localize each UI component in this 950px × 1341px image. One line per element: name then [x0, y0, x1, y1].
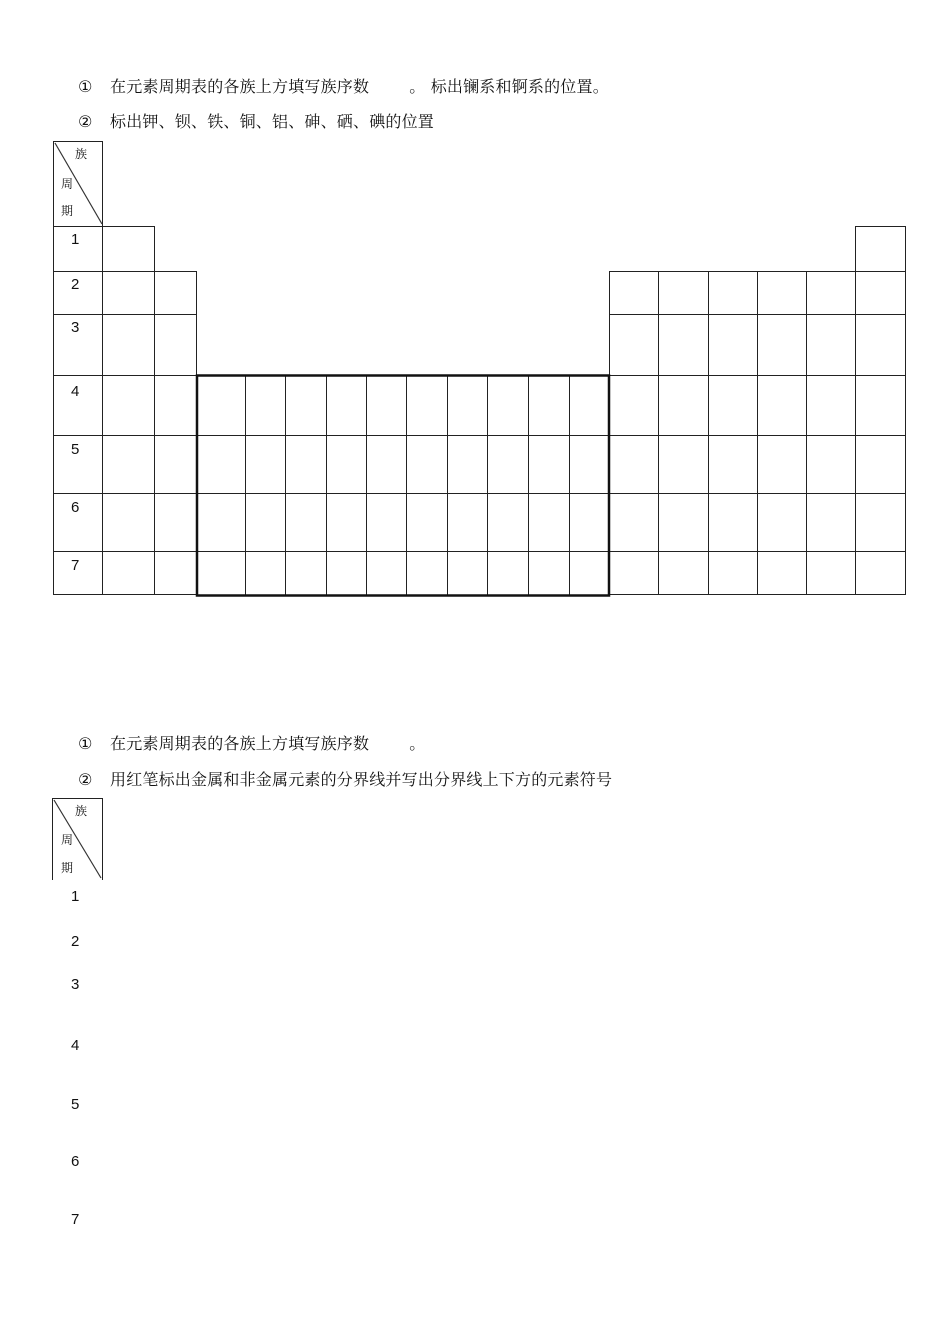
period-number-2: 2 — [71, 276, 80, 293]
corner-group-label: 族 — [75, 147, 88, 161]
period-number-5: 5 — [71, 441, 80, 458]
instruction-text: 标出钾、钡、铁、铜、铝、砷、硒、碘的位置 — [110, 112, 435, 131]
period-number-3: 3 — [71, 319, 80, 336]
instruction-text: 在元素周期表的各族上方填写族序数 — [110, 77, 370, 96]
instruction-text: 用红笔标出金属和非金属元素的分界线并写出分界线上下方的元素符号 — [110, 770, 613, 789]
circled-two-marker: ② — [78, 770, 93, 789]
period-number-4: 4 — [71, 1037, 80, 1054]
instruction-tail: 。 标出镧系和锕系的位置。 — [409, 77, 609, 96]
period-number-5: 5 — [71, 1096, 80, 1113]
period-number-1: 1 — [71, 888, 80, 905]
period-number-7: 7 — [71, 557, 80, 574]
corner-group-label: 族 — [75, 804, 88, 818]
period-number-6: 6 — [71, 1153, 80, 1170]
corner-period-label-a: 周 — [61, 177, 74, 191]
instruction-text: 在元素周期表的各族上方填写族序数 — [110, 734, 370, 753]
corner-period-label-a: 周 — [61, 833, 74, 847]
period-number-6: 6 — [71, 499, 80, 516]
period-number-3: 3 — [71, 976, 80, 993]
corner-period-label-b: 期 — [61, 861, 74, 875]
period-number-1: 1 — [71, 231, 80, 248]
period-number-4: 4 — [71, 383, 80, 400]
circled-one-marker: ① — [78, 734, 93, 753]
instruction-tail: 。 — [409, 734, 426, 753]
period-number-7: 7 — [71, 1211, 80, 1228]
circled-one-marker: ① — [78, 77, 93, 96]
circled-two-marker: ② — [78, 112, 93, 131]
corner-period-label-b: 期 — [61, 204, 74, 218]
period-number-2: 2 — [71, 933, 80, 950]
